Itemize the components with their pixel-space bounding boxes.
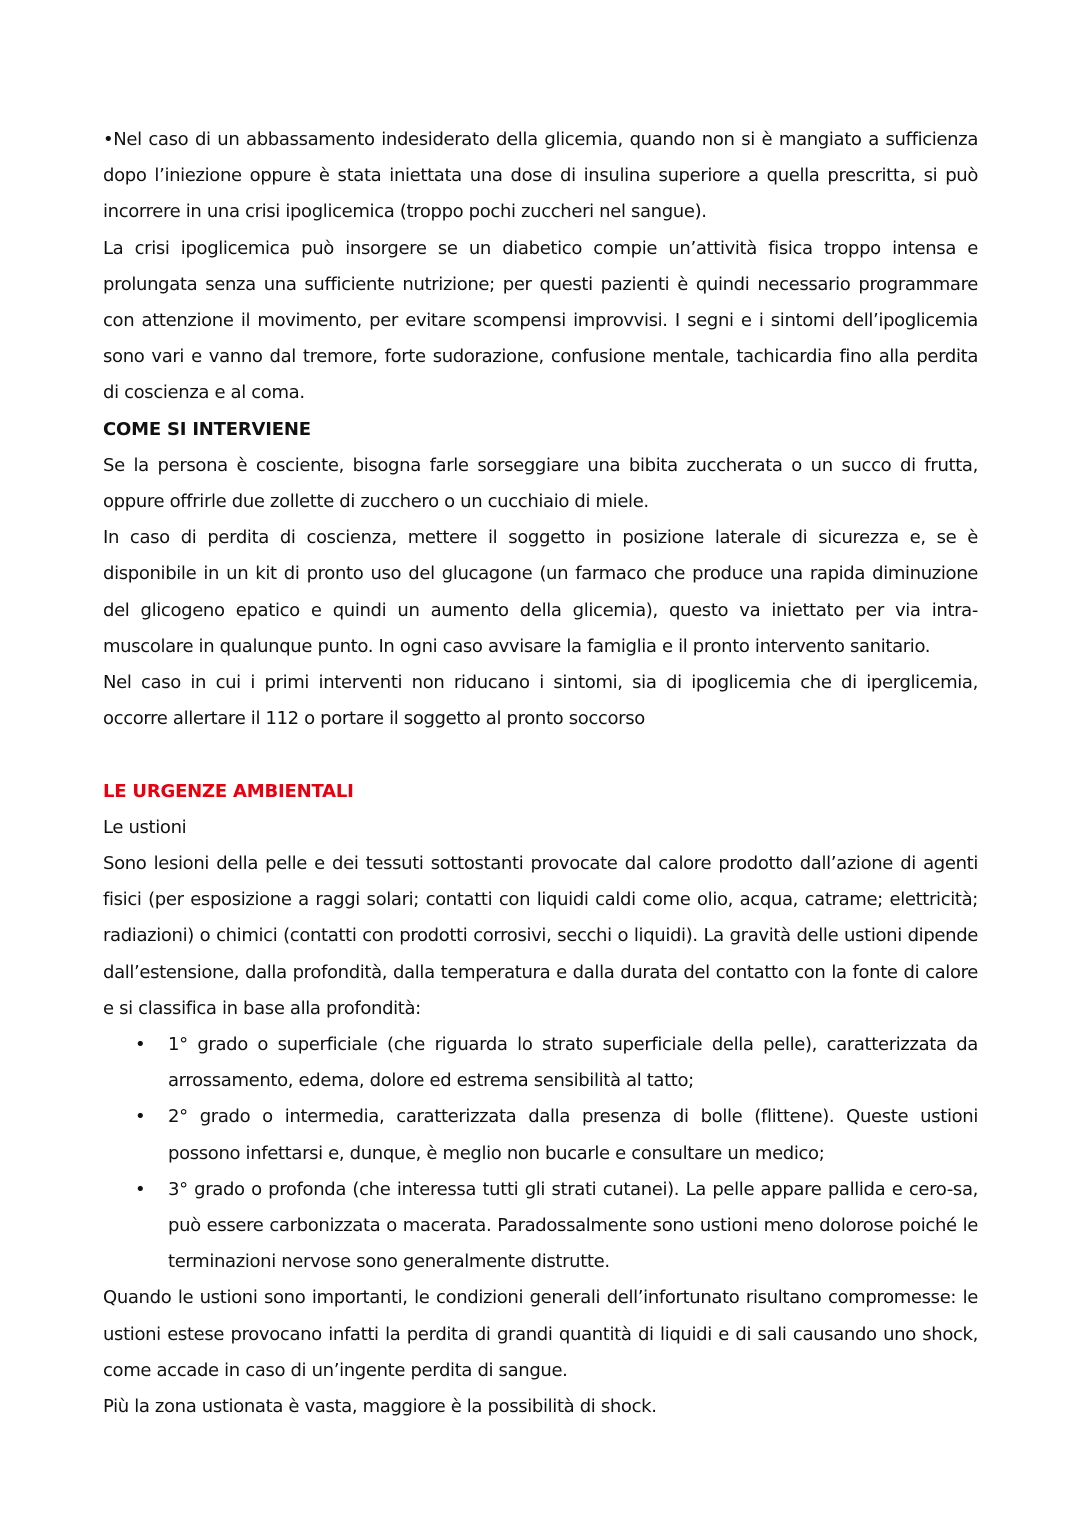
environmental-urgencies-heading: LE URGENZE AMBIENTALI bbox=[103, 780, 354, 802]
hypoglycemia-symptoms-paragraph: La crisi ipoglicemica può insorgere se un diabetico compie un’attività fisica troppo intensa e prolungata senza una sufficiente nutrizione; per questi pazienti è quindi necessario programmare con attenzione il movimento, per evitare scompensi improvvisi. I segni e i sintomi dell’ipoglicemia sono vari e vanno dal tremore, forte sudorazione, confusione mentale, tachicardia fino alla perdita di coscienza e al coma. bbox=[103, 237, 978, 404]
bullet-icon: • bbox=[135, 1034, 146, 1056]
unconscious-intervention-paragraph: In caso di perdita di coscienza, mettere il soggetto in posizione laterale di sicurezza e, se è disponibile in un kit di pronto uso del glucagone (un farmaco che produce una rapida diminuzione del glicogeno epatico e quindi un aumento della glicemia), questo va iniettato per via intra-muscolare in qualunque punto. In ogni caso avvisare la famiglia e il pronto intervento sanitario. bbox=[103, 527, 978, 657]
burn-degree-text: 1° grado o superficiale (che riguarda lo strato superficiale della pelle), caratterizzata da arrossamento, edema, dolore ed estrema sensibilità al tatto; bbox=[168, 1034, 978, 1092]
burn-degree-list bbox=[103, 1027, 978, 1280]
burn-degree-text: 3° grado o profonda (che interessa tutti gli strati cutanei). La pelle appare pallida e cero-sa, può essere carbonizzata o macerata. Paradossalmente sono ustioni meno dolorose poiché le terminazioni nervose sono generalmente distrutte. bbox=[168, 1178, 978, 1273]
bullet-icon: • bbox=[135, 1106, 146, 1128]
bullet-icon: • bbox=[135, 1178, 146, 1200]
emergency-call-paragraph: Nel caso in cui i primi interventi non riducano i sintomi, sia di ipoglicemia che di iperglicemia, occorre allertare il 112 o portare il soggetto al pronto soccorso bbox=[103, 672, 978, 730]
conscious-intervention-paragraph: Se la persona è cosciente, bisogna farle sorseggiare una bibita zuccherata o un succo di frutta, oppure offrirle due zollette di zucchero o un cucchiaio di miele. bbox=[103, 454, 978, 513]
burn-degree-text: 2° grado o intermedia, caratterizzata dalla presenza di bolle (flittene). Queste ustioni possono infettarsi e, dunque, è meglio non bucarle e consultare un medico; bbox=[168, 1106, 978, 1164]
hypoglycemia-cause-paragraph: •Nel caso di un abbassamento indesiderato della glicemia, quando non si è mangiato a sufficienza dopo l’iniezione oppure è stata iniettata una dose di insulina superiore a quella prescritta, si può incorrere in una crisi ipoglicemica (troppo pochi zuccheri nel sangue). bbox=[103, 129, 978, 223]
burn-degree-item-2 bbox=[103, 1099, 978, 1171]
burns-shock-paragraph: Quando le ustioni sono importanti, le condizioni generali dell’infortunato risultano compromesse: le ustioni estese provocano infatti la perdita di grandi quantità di liquidi e di sali causando uno shock, come accade in caso di un’ingente perdita di sangue. bbox=[103, 1287, 978, 1381]
burns-subheading: Le ustioni bbox=[103, 816, 187, 838]
intervention-heading: COME SI INTERVIENE bbox=[103, 418, 311, 440]
burn-degree-item-1 bbox=[103, 1027, 978, 1099]
section-spacer bbox=[103, 737, 978, 773]
burn-degree-item-3 bbox=[103, 1172, 978, 1281]
burns-extent-paragraph: Più la zona ustionata è vasta, maggiore è la possibilità di shock. bbox=[103, 1396, 657, 1418]
document-page bbox=[103, 122, 978, 1425]
burns-intro-paragraph: Sono lesioni della pelle e dei tessuti sottostanti provocate dal calore prodotto dall’azione di agenti fisici (per esposizione a raggi solari; contatti con liquidi caldi come olio, acqua, catrame; elettricità; radiazioni) o chimici (contatti con prodotti corrosivi, secchi o liquidi). La gravità delle ustioni dipende dall’estensione, dalla profondità, dalla temperatura e dalla durata del contatto con la fonte di calore e si classifica in base alla profondità: bbox=[103, 853, 978, 1019]
